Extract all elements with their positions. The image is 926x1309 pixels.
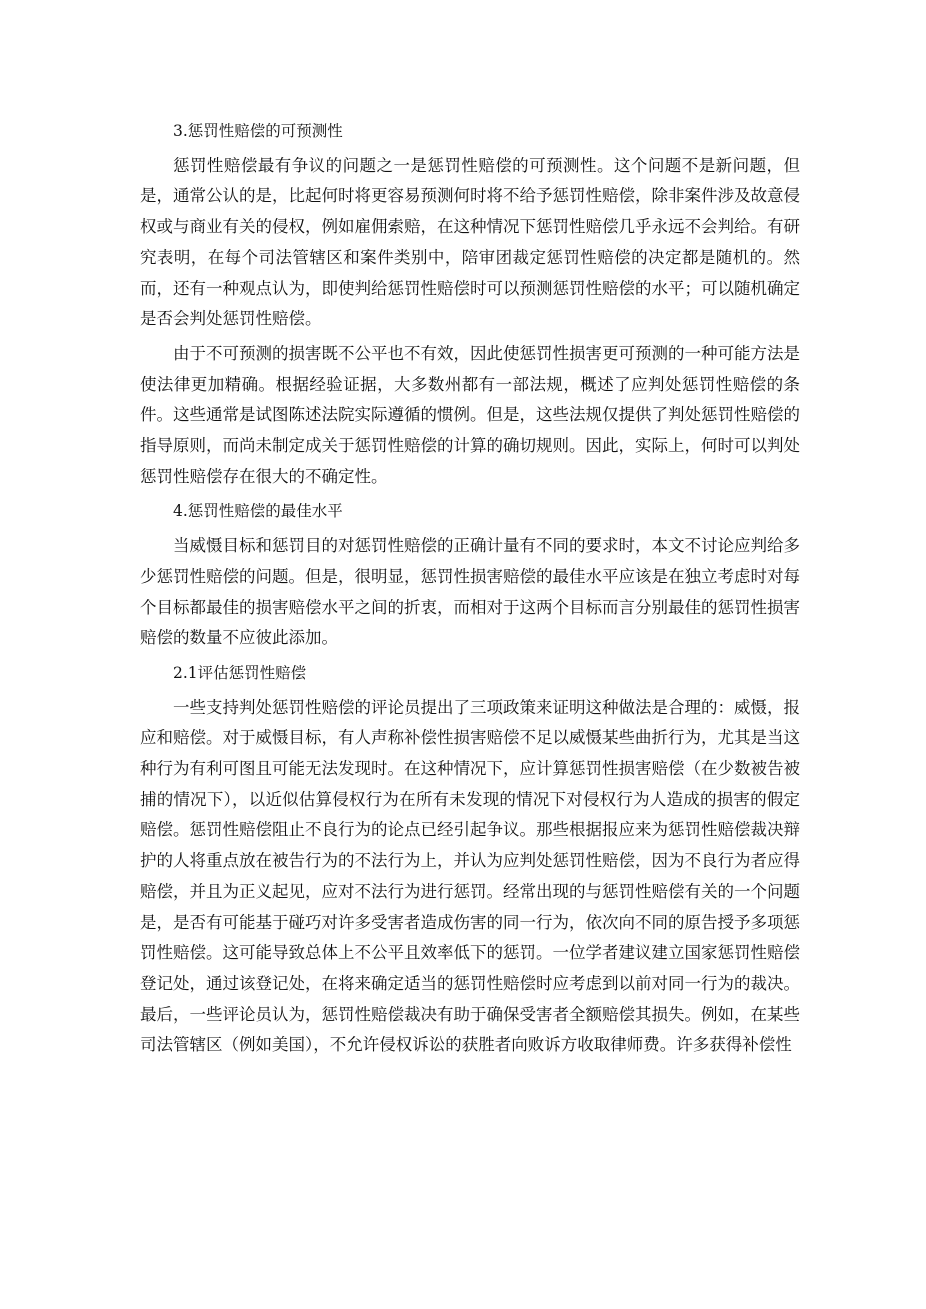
paragraph: 当威慑目标和惩罚目的对惩罚性赔偿的正确计量有不同的要求时，本文不讨论应判给多少惩罚性赔偿的问题。但是，很明显，惩罚性损害赔偿的最佳水平应该是在独立考虑时对每个目标都最佳的损害赔偿水平之间的折衷，而相对于这两个目标而言分别最佳的惩罚性损害赔偿的数量不应彼此添加。 [140, 536, 800, 648]
section-heading: 2.1评估惩罚性赔偿 [173, 663, 307, 682]
document-body [140, 116, 800, 1065]
paragraph: 惩罚性赔偿最有争议的问题之一是惩罚性赔偿的可预测性。这个问题不是新问题，但是，通常公认的是，比起何时将更容易预测何时将不给予惩罚性赔偿，除非案件涉及故意侵权或与商业有关的侵权，例如雇佣索赔，在这种情况下惩罚性赔偿几乎永远不会判给。有研究表明，在每个司法管辖区和案件类别中，陪审团裁定惩罚性赔偿的决定都是随机的。然而，还有一种观点认为，即使判给惩罚性赔偿时可以预测惩罚性赔偿的水平；可以随机确定是否会判处惩罚性赔偿。 [140, 155, 800, 329]
section-predictability [140, 116, 800, 492]
section-assessment [140, 658, 800, 1061]
section-optimal-level [140, 496, 800, 654]
section-heading: 3.惩罚性赔偿的可预测性 [173, 122, 343, 140]
paragraph: 一些支持判处惩罚性赔偿的评论员提出了三项政策来证明这种做法是合理的：威慑，报应和赔偿。对于威慑目标，有人声称补偿性损害赔偿不足以威慑某些曲折行为，尤其是当这种行为有利可图且可能无法发现时。在这种情况下，应计算惩罚性损害赔偿（在少数被告被捕的情况下），以近似估算侵权行为在所有未发现的情况下对侵权行为人造成的损害的假定赔偿。惩罚性赔偿阻止不良行为的论点已经引起争议。那些根据报应来为惩罚性赔偿裁决辩护的人将重点放在被告行为的不法行为上，并认为应判处惩罚性赔偿，因为不良行为者应得赔偿，并且为正义起见，应对不法行为进行惩罚。经常出现的与惩罚性赔偿有关的一个问题是，是否有可能基于碰巧对许多受害者造成伤害的同一行为，依次向不同的原告授予多项惩罚性赔偿。这可能导致总体上不公平且效率低下的惩罚。一位学者建议建立国家惩罚性赔偿登记处，通过该登记处，在将来确定适当的惩罚性赔偿时应考虑到以前对同一行为的裁决。最后，一些评论员认为，惩罚性赔偿裁决有助于确保受害者全额赔偿其损失。例如，在某些司法管辖区（例如美国），不允许侵权诉讼的获胜者向败诉方收取律师费。许多获得补偿性 [140, 697, 800, 1055]
section-heading: 4.惩罚性赔偿的最佳水平 [173, 502, 343, 521]
paragraph: 由于不可预测的损害既不公平也不有效，因此使惩罚性损害更可预测的一种可能方法是使法律更加精确。根据经验证据，大多数州都有一部法规，概述了应判处惩罚性赔偿的条件。这些通常是试图陈述法院实际遵循的惯例。但是，这些法规仅提供了判处惩罚性赔偿的指导原则，而尚未制定成关于惩罚性赔偿的计算的确切规则。因此，实际上，何时可以判处惩罚性赔偿存在很大的不确定性。 [140, 343, 800, 486]
